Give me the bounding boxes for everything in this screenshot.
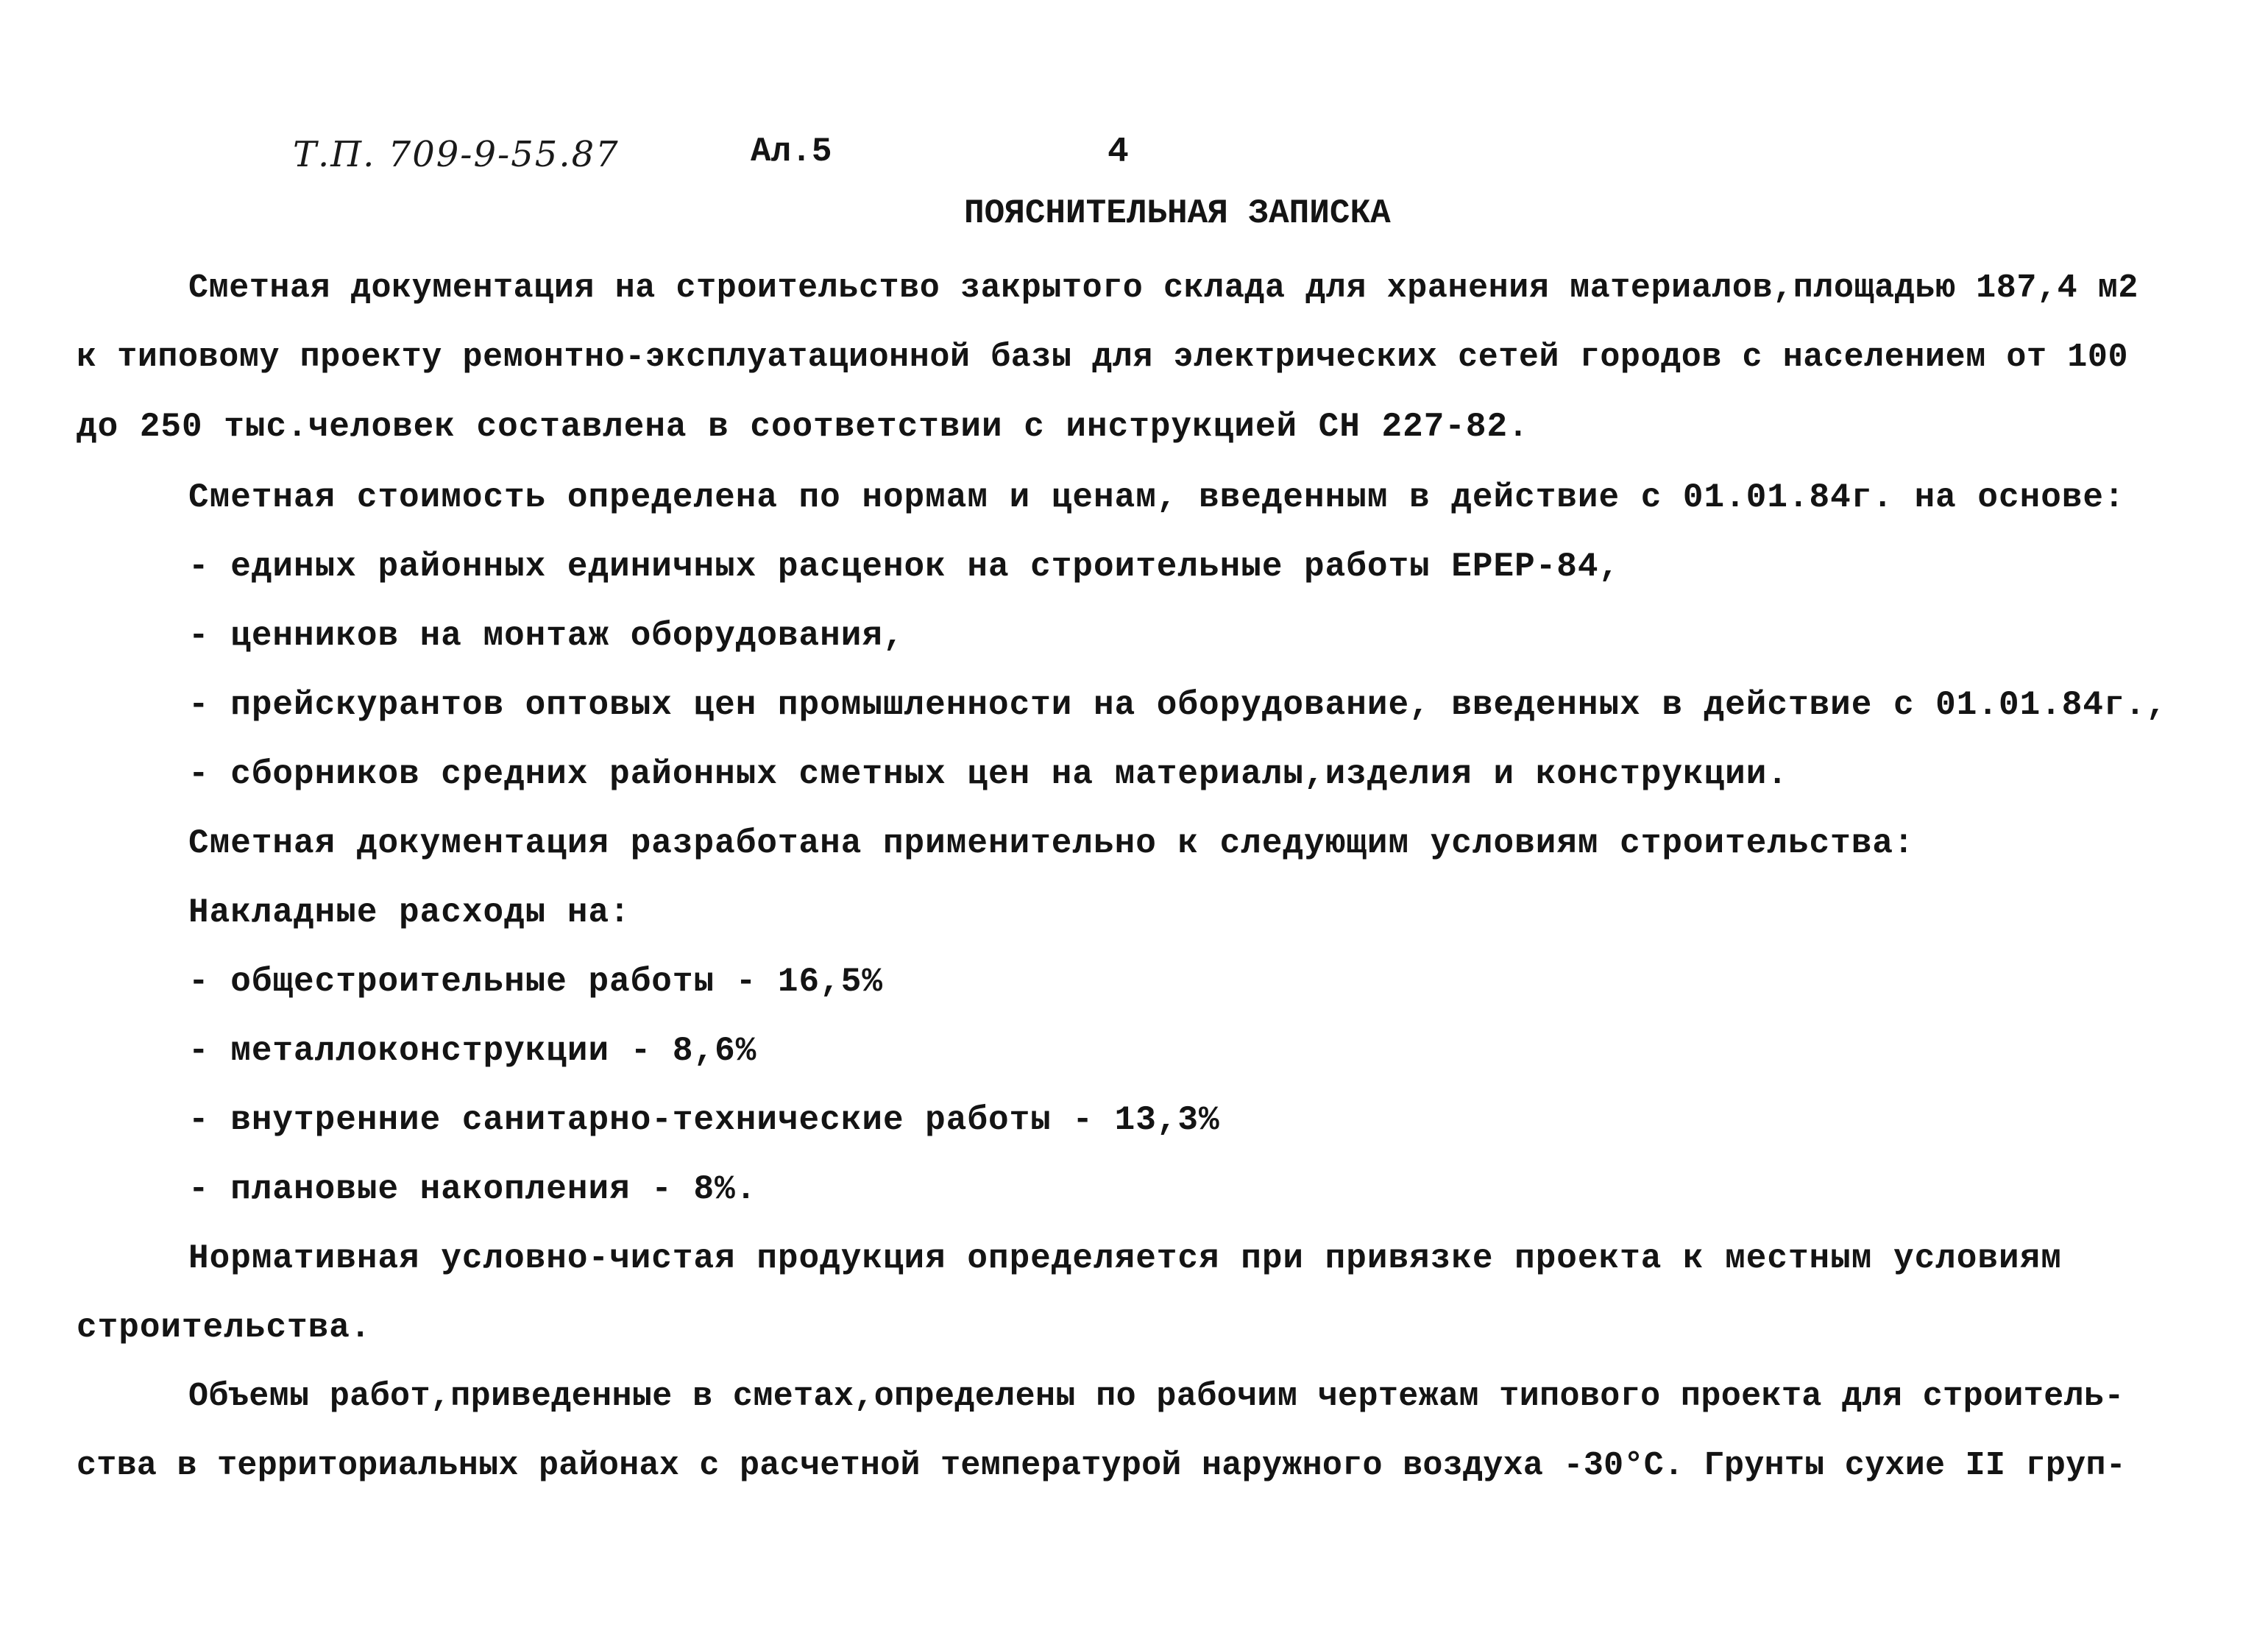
paragraph-line: Нормативная условно-чистая продукция определяется при привязке проекта к местным условиям <box>188 1239 2062 1278</box>
list-item: - металлоконструкции - 8,6% <box>188 1032 757 1070</box>
paragraph-line: ства в территориальных районах с расчетной температурой наружного воздуха -30°С. Грунты сухие II груп- <box>77 1447 2127 1484</box>
paragraph-line: Накладные расходы на: <box>188 893 631 932</box>
album-number: Ал.5 <box>751 132 832 171</box>
list-item: - плановые накопления - 8%. <box>188 1170 757 1208</box>
list-item: - общестроительные работы - 16,5% <box>188 963 883 1001</box>
paragraph-line: строительства. <box>77 1309 372 1347</box>
project-code: Т.П. 709-9-55.87 <box>293 134 620 175</box>
list-item: - внутренние санитарно-технические работы - 13,3% <box>188 1101 1220 1139</box>
paragraph-line: к типовому проекту ремонтно-эксплуатационной базы для электрических сетей городов с населением от 100 <box>77 339 2129 376</box>
paragraph-line: Сметная документация на строительство закрытого склада для хранения материалов,площадью 187,4 м2 <box>188 269 2139 307</box>
list-item: - сборников средних районных сметных цен на материалы,изделия и конструкции. <box>188 755 1788 793</box>
list-item: - ценников на монтаж оборудования, <box>188 617 904 655</box>
paragraph-line: Объемы работ,приведенные в сметах,определены по рабочим чертежам типового проекта для строитель- <box>188 1378 2125 1415</box>
page-title: ПОЯСНИТЕЛЬНАЯ ЗАПИСКА <box>964 194 1391 233</box>
list-item: - прейскурантов оптовых цен промышленности на оборудование, введенных в действие с 01.01.84г., <box>188 686 2167 724</box>
paragraph-line: Сметная документация разработана применительно к следующим условиям строительства: <box>188 824 1915 863</box>
paragraph-line: до 250 тыс.человек составлена в соответствии с инструкцией СН 227-82. <box>77 408 1529 446</box>
paragraph-line: Сметная стоимость определена по нормам и ценам, введенным в действие с 01.01.84г. на основе: <box>188 478 2125 517</box>
list-item: - единых районных единичных расценок на строительные работы ЕРЕР-84, <box>188 548 1620 586</box>
page-number: 4 <box>1108 132 1129 172</box>
